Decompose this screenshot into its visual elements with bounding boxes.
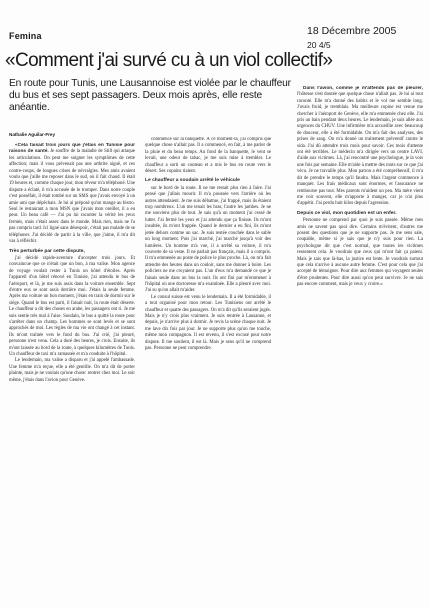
lead-in: Dans l'avion, comme je m'attends pas de pleurer, [303, 86, 423, 91]
paragraph: Personne ne comprend par quoi je suis passée. Même mes amis ne savent pas quoi dire. Certains m'évitent, d'autres me posent des questions que je ne supporte pas. Je me sens sale, coupable, même si je sais que je n'y suis pour rien. La psychologue dit que c'est normal, que toutes les victimes ressentent cela. Je voudrais que ceux qui m'ont fait ça paient. Mais je sais que là-bas, la justice est lente. Je voudrais surtout que cela n'arrive à aucune autre femme. C'est pour cela que j'ai accepté de témoigner. Pour dire aux femmes qui voyagent seules d'être prudentes. Pour dire aussi qu'on peut survivre. Je ne sais pas encore comment, mais je veux y croire.» [297, 218, 423, 288]
paragraph [297, 86, 423, 208]
publication-date: 18 Décembre 2005 [307, 25, 397, 37]
lead-paragraph: En route pour Tunis, une Lausannoise est violée par le chauffeur du bus et ses sept passagers. Deux mois après, elle reste anéantie. [9, 78, 291, 114]
article-column-2 [145, 137, 271, 597]
paragraph: j'ai décidé rapide-aventure d'accepter trois jours. Et convaincue que ce n'était que un bon, à ma valise. Mon agence de voyage voulait rester à Tunis un hôtel d'étoiles. Après l'appareil d'un hôtel rénové en Tunisie, j'ai attendu le bus de l'aéroport, et là, je me suis assis dans la voiture ensemble. Sept d'entre eux se sont assis derrière moi. J'étais la seule femme. Après ma voiture un bon moment, j'étais en train de dormir sur le siège. Quand le bus est parti, il faisait nuit, la route était déserte. Le chauffeur a dit des choses en arabe, les passagers ont ri. Je me suis sentie très mal à l'aise. Soudain, le bus a quitté la route pour s'arrêter dans un champ. Les hommes se sont levés et se sont approchés de moi. Les règles de ma vie ont changé à cet instant. Ils m'ont traînée vers le fond du bus. J'ai crié, j'ai pleuré, personne n'est venu. Cela a duré des heures, je crois. Ensuite, ils m'ont laissée au bord de la route, à quelques kilomètres de Tunis. Un chauffeur de taxi m'a ramassée et m'a conduite à l'hôpital. [9, 255, 135, 357]
byline: Nathalie Aguilar-Frey [9, 132, 56, 137]
subheading: Depuis ce viol, mon quotidien est un enfer. [297, 210, 397, 216]
headline: «Comment j'ai survé cu à un viol collectif» [5, 50, 333, 71]
magazine-name: Femina [9, 31, 42, 41]
article-column-1 [9, 143, 135, 598]
paragraph: Le lendemain, ma valise a disparu et j'ai appelé l'ambassade. Une femme m'a reçue, elle a été gentille. On m'a dit de porter plainte, mais je ne voulais qu'une chose: rentrer chez moi. Le soir même, j'étais dans l'avion pour Genève. [9, 358, 135, 383]
paragraph-text: l'hôtesse s'est doutée que quelque chose n'allait pas. Je lui ai tout raconté. Elle m'a donné des habits et le vol me semble long. J'avais froid, je tremblais. Ma meilleure copine est venue me chercher à l'aéroport de Genève, elle m'a emmenée chez elle. J'ai pris un bain pendant deux heures. Le lendemain, je suis allée aux urgences du CHUV. Une infirmière m'a accueillie avec beaucoup de douceur, elle a été formidable. On m'a fait des analyses, des prises de sang. On m'a donné un traitement préventif contre le sida. J'ai dû attendre trois mois pour savoir. Ces mois d'attente ont été terribles. Le médecin m'a dirigée vers un centre LAVI, d'aide aux victimes. Là, j'ai rencontré une psychologue, je la vois une fois par semaine. Elle m'aide à mettre des mots sur ce que j'ai vécu. Je ne travaille plus. Mon patron a été compréhensif, il m'a dit de prendre le temps qu'il faudra. Mais l'argent commence à manquer. Les frais médicaux sont énormes, et l'assurance ne rembourse pas tout. Mes parents m'aident un peu. Ma mère vient me voir souvent, elle m'apporte à manger, car je n'ai plus d'appétit. J'ai perdu huit kilos depuis l'agression. [297, 92, 423, 207]
paragraph: sur le bord de la route. Il ne me restait plus rien à faire. J'ai pensé que j'allais mourir. Il m'a poussée vers l'arrière où les autres attendaient. Je me suis débattue, j'ai frappé, mais ils étaient trop nombreux. L'un me tenait les bras, l'autre les jambes. Je ne me souviens plus de tout. Je sais qu'à un moment j'ai cessé de lutter. J'ai fermé les yeux et j'ai attendu que ça finisse. Ils m'ont insultée, ils m'ont frappée. Quand le dernier a eu fini, ils m'ont jetée dehors comme un sac. Je suis restée couchée dans le sable un long moment. Puis j'ai marché, j'ai marché jusqu'à voir des lumières. Un homme m'a vue, il a arrêté sa voiture, il m'a couverte de sa veste. Il ne parlait pas français, mais il a compris. Il m'a emmenée au poste de police le plus proche. Là, on m'a fait attendre des heures dans un couloir, sans me donner à boire. Les policiers ne me croyaient pas. L'un d'eux m'a demandé ce que je faisais seule dans un bus la nuit. Ils ont fini par m'emmener à l'hôpital où une doctoresse m'a examinée. Elle a pleuré avec moi. J'ai su qu'on allait m'aider. [145, 185, 271, 294]
subheading: Très perturbée par cette dispute, [9, 248, 85, 254]
article-column-3 [297, 86, 423, 598]
lead-in: «Cela faisait trois jours que j'étais en Tunisie pour raisons de santé. [9, 143, 135, 155]
paragraph: Le consul suisse est venu le lendemain. Il a été formidable, il a tout organisé pour mon retour. Les Tunisiens ont arrêté le chauffeur et quatre des passagers. On m'a dit qu'ils seraient jugés. Mais je n'y crois plus vraiment. Je suis rentrée à Lausanne, et depuis, je n'arrive plus à dormir. Je revis la scène chaque nuit. Je me lave dix fois par jour. Je ne supporte plus qu'on me touche, même mon compagnon. Il est revenu, il s'est excusé pour notre dispute. Il me soutient, il est là. Mais je sens qu'il ne comprend pas. Personne ne peut comprendre. [145, 294, 271, 351]
paragraph: commencé sur la banquette. À ce moment-là, j'ai compris que quelque chose n'allait pas. Il a commencé, en fait, à me parler de la pluie et du beau temps. Au fond de la banquette, le vent se levait, une odeur de tabac, je me suis mise à trembler. Le chauffeur a sorti un couteau et a mis le bus en route vers le désert. Ses copains riaient. [145, 137, 271, 175]
paragraph [9, 143, 135, 246]
page-number: 20 4/5 [307, 40, 331, 50]
paragraph-text: Je souffre de la maladie de Still qui attaque les articulations. On peut me soigner les symptômes de cette affection; mais il vous prévenait pas une arthrite aiguë, et ces contre-coups, de longues crises de névralgies. Mes amis avaient voulu que j'aille me reposer dans le sud, où il fait chaud. Il était 19 heures et, comme chaque jour, mon rêveur m'a téléphoné. Une dispute a éclaté, il m'a accusée de le tromper. Dans notre couple c'est posséfait, il était tombé sur un SMS que j'avais envoyé à un amie ami que dépêchais. Je lui ai préposé qu'on mange au bistro. Seul le restaurant a mon MSN que j'avais mon oreiller, il a eu peur. Un beau café — J'ai pu lui raconter la vérité les yeux fermés, mais c'était assez dans le monde. Mais rien, mais ne l'a pas compris tard. Ici ligné sans désespoir, c'était pas malade de se téléphoner. J'ai décidé de partir à la ville, que j'aime, il m'a dit vas à réfléchir. [9, 149, 135, 245]
subheading: Le chauffeur a soudain arrêté le véhicule [145, 178, 240, 184]
